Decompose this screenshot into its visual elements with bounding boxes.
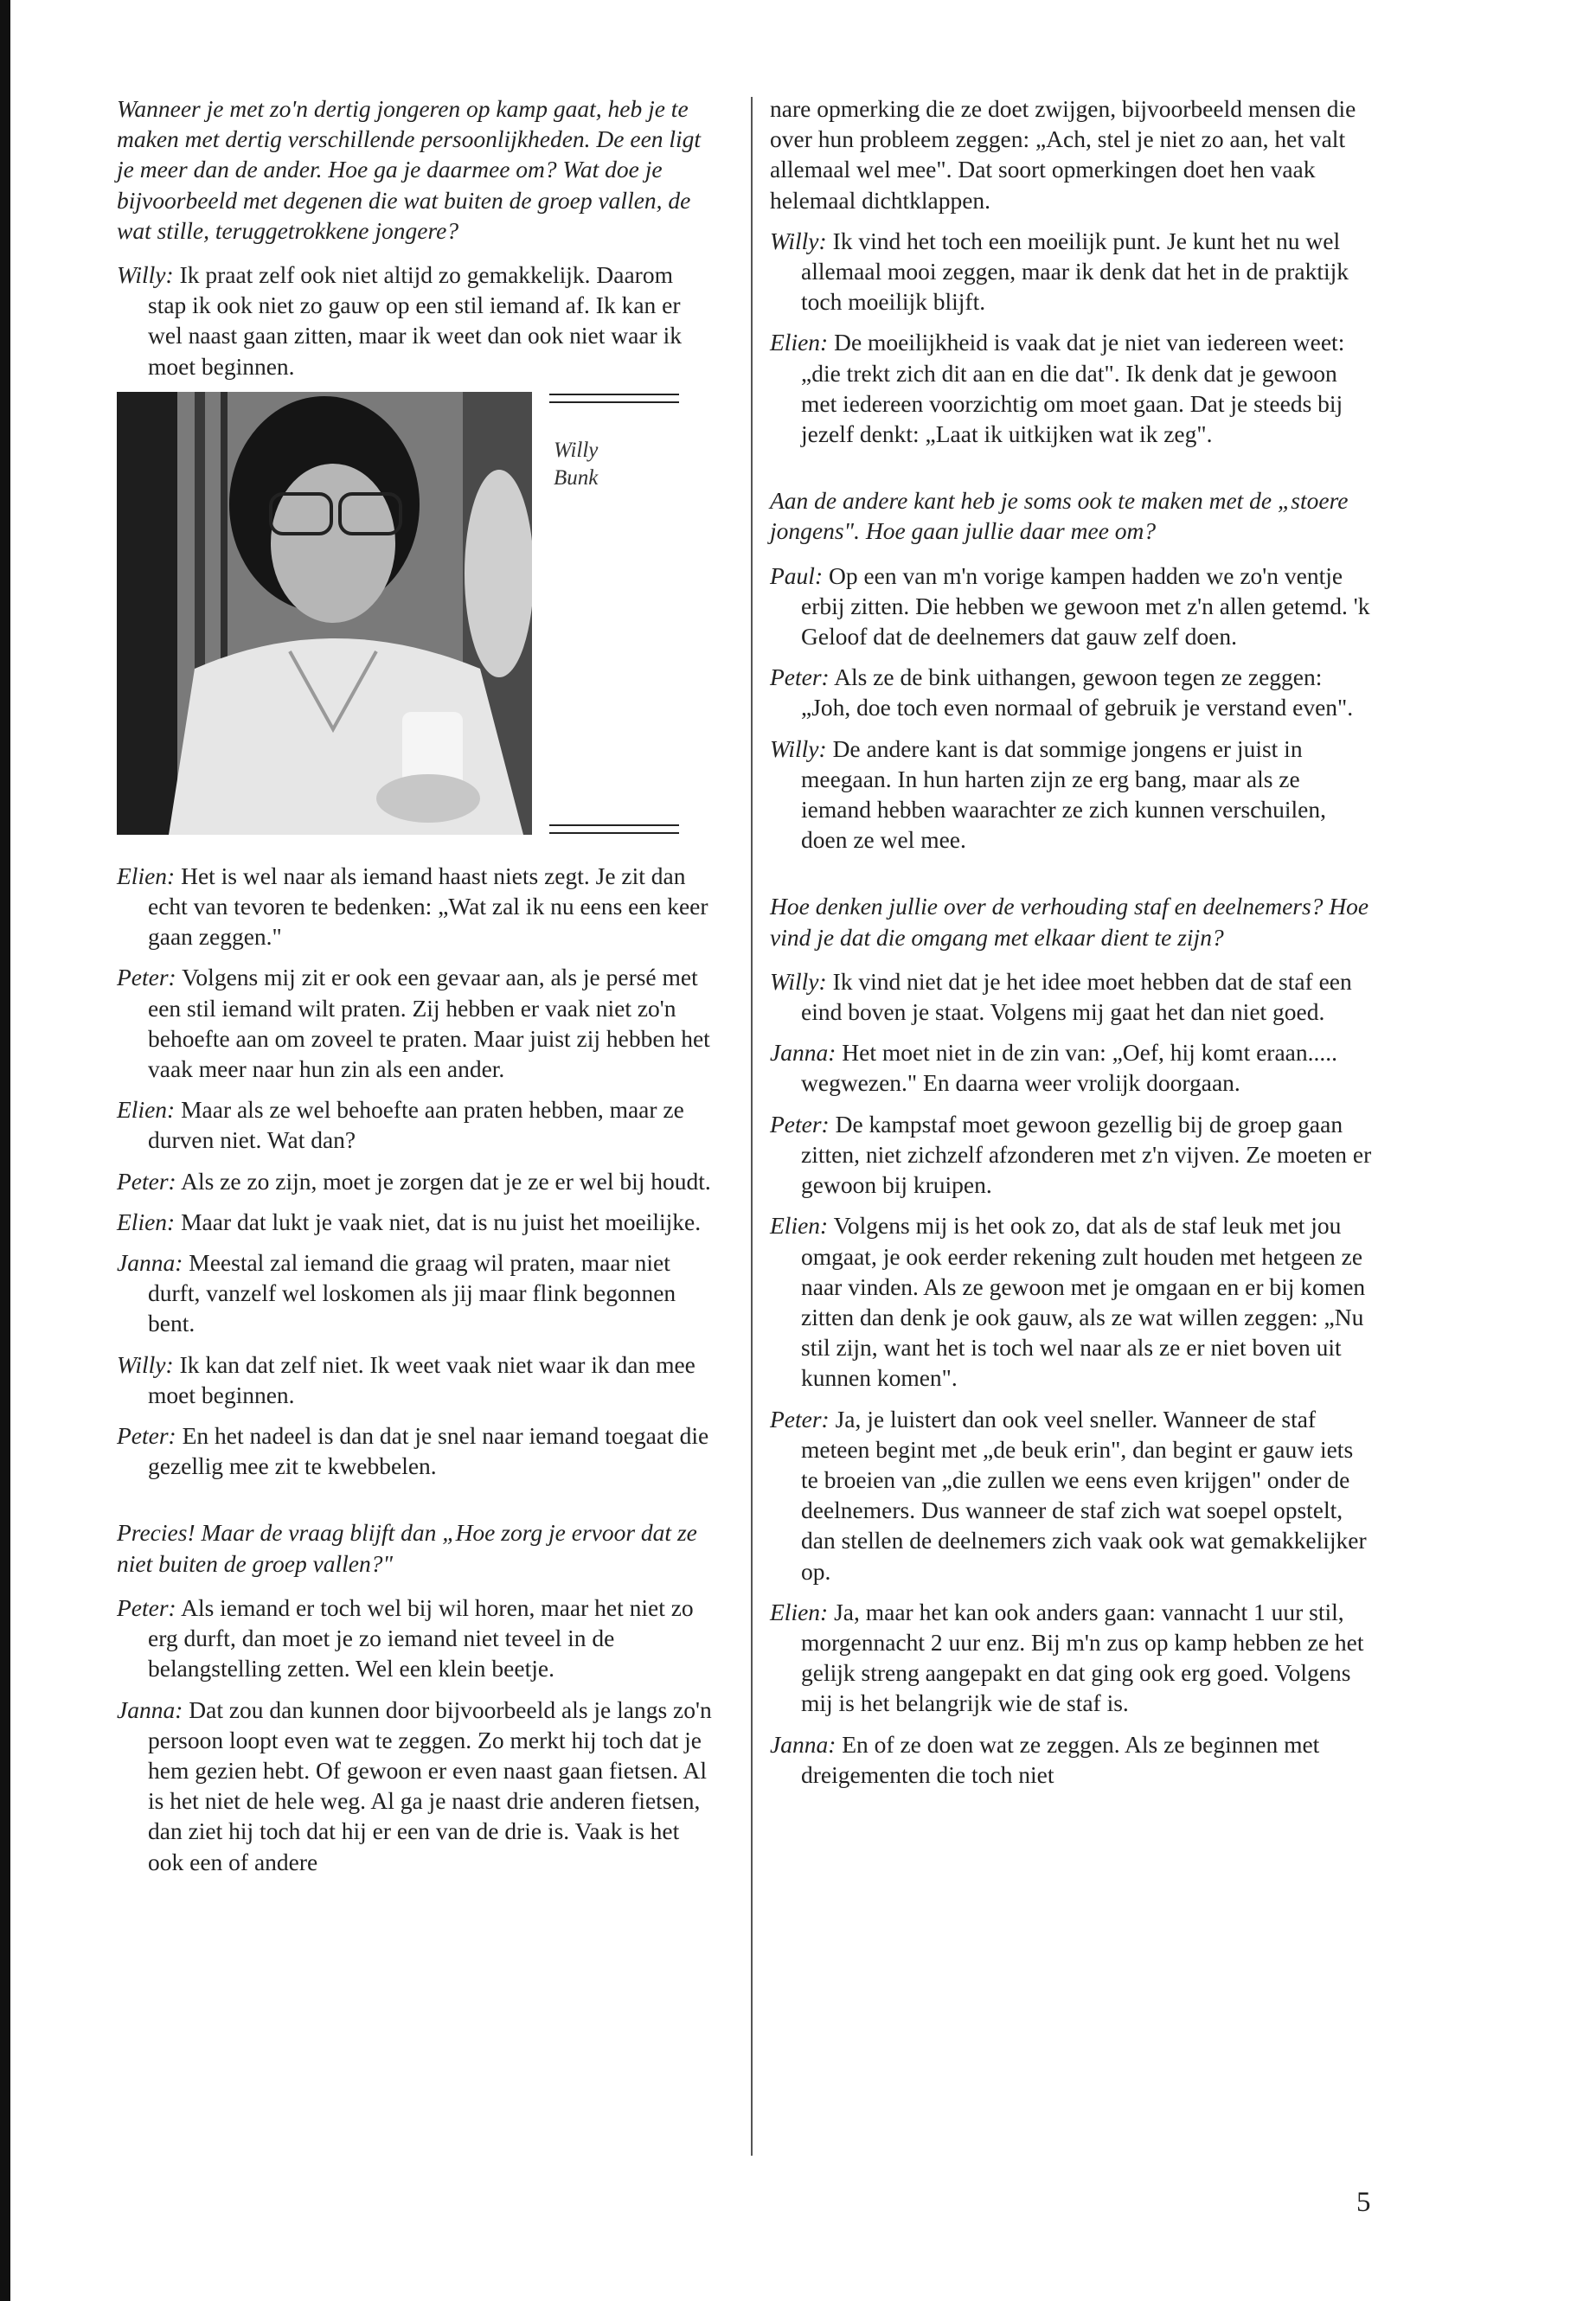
speaker-label: Paul: — [770, 561, 824, 589]
answer-paragraph — [117, 1247, 714, 1339]
speaker-label: Elien: — [117, 1208, 176, 1235]
speaker-label: Willy: — [770, 967, 827, 995]
answer-text: Meestal zal iemand die graag wil praten, maar niet durft, vanzelf wel loskomen als jij maar flink begonnen bent. — [148, 1249, 676, 1337]
caption-line: Willy — [554, 438, 599, 462]
question-paragraph: Hoe denken jullie over de verhouding staf en deelnemers? Hoe vind je dat die omgang met elkaar dient te zijn? — [770, 893, 1369, 951]
answer-paragraph — [117, 260, 714, 381]
answer-text: Als iemand er toch wel bij wil horen, maar het niet zo erg durft, dan moet je zo iemand niet teveel in de belangstelling zetten. Wel een klein beetje. — [148, 1593, 694, 1682]
answer-paragraph — [117, 1166, 714, 1196]
speaker-label: Janna: — [117, 1249, 183, 1277]
speaker-label: Elien: — [770, 1212, 829, 1240]
column-divider — [751, 97, 753, 2156]
answer-paragraph — [770, 1729, 1375, 1790]
answer-text: De andere kant is dat sommige jongens er juist in meegaan. In hun harten zijn ze erg bang, maar als ze iemand hebben waarachter ze zich kunnen verschuilen, doen ze wel mee. — [801, 734, 1327, 854]
answer-paragraph — [770, 966, 1375, 1027]
answer-text: Ik praat zelf ook niet altijd zo gemakkelijk. Daarom stap ik ook niet zo gauw op een stil iemand af. Ik kan er wel naast gaan zitten, maar ik weet dan ook niet waar ik moet beginnen. — [148, 261, 682, 380]
question-paragraph: Precies! Maar de vraag blijft dan „Hoe zorg je ervoor dat ze niet buiten de groep vallen?" — [117, 1519, 697, 1577]
answer-paragraph — [117, 962, 714, 1084]
speaker-label: Willy: — [770, 227, 827, 254]
speaker-label: Janna: — [117, 1695, 183, 1723]
photo-block — [117, 392, 714, 842]
answer-paragraph — [117, 1349, 714, 1410]
answer-paragraph — [770, 734, 1375, 856]
answer-paragraph — [770, 662, 1375, 722]
answer-text: En of ze doen wat ze zeggen. Als ze beginnen met dreigementen die toch niet — [801, 1730, 1320, 1788]
answer-text: De kampstaf moet gewoon gezellig bij de groep gaan zitten, niet zichzelf afzonderen met z'n vijven. Ze moeten er gewoon bij kruipen. — [801, 1110, 1372, 1199]
answer-text: Het moet niet in de zin van: „Oef, hij komt eraan..... wegwezen." En daarna weer vrolijk doorgaan. — [801, 1039, 1337, 1097]
speaker-label: Elien: — [117, 1096, 176, 1124]
speaker-label: Peter: — [117, 1167, 176, 1195]
speaker-label: Elien: — [770, 1598, 829, 1625]
photo-caption — [554, 437, 598, 492]
portrait-photo — [117, 392, 532, 835]
answer-paragraph — [770, 1109, 1375, 1201]
answer-paragraph — [117, 1695, 714, 1877]
speaker-label: Peter: — [117, 964, 176, 991]
answer-text: Maar als ze wel behoefte aan praten hebben, maar ze durven niet. Wat dan? — [148, 1096, 684, 1154]
answer-text: Maar dat lukt je vaak niet, dat is nu juist het moeilijke. — [181, 1208, 702, 1235]
answer-paragraph — [770, 1210, 1375, 1393]
caption-line: Bunk — [554, 465, 599, 490]
answer-paragraph — [770, 1404, 1375, 1586]
speaker-label: Elien: — [770, 329, 829, 356]
speaker-label: Willy: — [770, 734, 827, 762]
answer-text: Ja, je luistert dan ook veel sneller. Wanneer de staf meteen begint met „de beuk erin", dan begint er gauw iets te broeien van „die zullen we eens even krijgen" onder de deelnemers. Dus wanneer de staf zich wat soepel opstelt, dan stellen de deelnemers zich vaak ook wat gemakkelijker op. — [801, 1405, 1367, 1585]
speaker-label: Peter: — [770, 1405, 830, 1433]
answer-text: Volgens mij is het ook zo, dat als de staf leuk met jou omgaat, je ook eerder rekening zult houden met hetgeen ze naar vinden. Als ze gewoon met je omgaan en er bij komen zitten dan denk je ook gauw, als ze wat willen zeggen: „Nu stil zijn, want het is toch wel naar als ze er niet boven uit kunnen komen". — [801, 1212, 1366, 1392]
speaker-label: Janna: — [770, 1730, 836, 1758]
answer-text: Het is wel naar als iemand haast niets zegt. Je zit dan echt van tevoren te bedenken: „Wat zal ik nu eens een keer gaan zeggen." — [148, 862, 708, 951]
answer-paragraph — [117, 1094, 714, 1155]
answer-text: Ik vind het toch een moeilijk punt. Je kunt het nu wel allemaal mooi zeggen, maar ik denk dat het in de praktijk toch moeilijk blijft. — [801, 227, 1349, 316]
speaker-label: Janna: — [770, 1039, 836, 1067]
left-column — [117, 93, 714, 1888]
answer-text: Als ze de bink uithangen, gewoon tegen ze zeggen: „Joh, doe toch even normaal of gebruik je verstand even". — [801, 663, 1354, 721]
scan-edge-bar — [0, 0, 10, 2301]
speaker-label: Willy: — [117, 1350, 174, 1378]
speaker-label: Elien: — [117, 862, 176, 889]
answer-text: Als ze zo zijn, moet je zorgen dat je ze er wel bij houdt. — [181, 1167, 711, 1195]
answer-text: Ik vind niet dat je het idee moet hebben dat de staf een eind boven je staat. Volgens mij gaat het dan niet goed. — [801, 967, 1352, 1026]
question-paragraph: Wanneer je met zo'n dertig jongeren op kamp gaat, heb je te maken met dertig verschillende persoonlijkheden. De een ligt je meer dan de ander. Hoe ga je daarmee om? Wat doe je bijvoorbeeld met degenen die wat buiten de groep vallen, de wat stille, teruggetrokkene jongere? — [117, 95, 702, 244]
answer-text: Volgens mij zit er ook een gevaar aan, als je persé met een stil iemand wilt praten. Zij hebben er vaak niet zo'n behoefte aan om zoveel te praten. Maar juist zij hebben het vaak meer naar hun zin als een ander. — [148, 964, 710, 1083]
answer-text: Op een van m'n vorige kampen hadden we zo'n ventje erbij zitten. Die hebben we gewoon met z'n allen getemd. 'k Geloof dat de deelnemers dat gauw zelf doen. — [801, 561, 1370, 651]
answer-paragraph — [117, 1593, 714, 1684]
answer-paragraph — [117, 1207, 714, 1237]
answer-paragraph — [770, 1037, 1375, 1098]
question-paragraph: Aan de andere kant heb je soms ook te maken met de „stoere jongens". Hoe gaan jullie daar mee om? — [770, 487, 1349, 545]
answer-paragraph — [117, 1420, 714, 1481]
answer-text: Dat zou dan kunnen door bijvoorbeeld als je langs zo'n persoon loopt even wat te zeggen. Zo merkt hij toch dat je hem gezien hebt. Of gewoon er even naast gaan fietsen. Al is het niet de hele weg. Al ga je naast drie anderen fietsen, dan ziet hij toch dat hij er een van de drie is. Vaak is het ook een of andere — [148, 1695, 712, 1875]
speaker-label: Peter: — [770, 1110, 830, 1138]
answer-paragraph — [770, 226, 1375, 317]
answer-text: Ja, maar het kan ook anders gaan: vannacht 1 uur stil, morgennacht 2 uur enz. Bij m'n zus op kamp hebben ze het gelijk streng aangepakt en dat ging ook erg goed. Volgens mij is het belangrijk wie de staf is. — [801, 1598, 1364, 1717]
answer-paragraph — [770, 1597, 1375, 1719]
speaker-label: Willy: — [117, 261, 174, 289]
speaker-label: Peter: — [117, 1422, 176, 1450]
right-column — [770, 93, 1375, 1800]
answer-text: De moeilijkheid is vaak dat je niet van iedereen weet: „die trekt zich dit aan en die dat". Ik denk dat je gewoon met iedereen voorzichtig om moet gaan. Dat je steeds bij jezelf denkt: „Laat ik uitkijken wat ik zeg". — [801, 329, 1345, 448]
caption-rule-bottom — [549, 824, 679, 834]
continued-paragraph: nare opmerking die ze doet zwijgen, bijvoorbeeld mensen die over hun probleem zeggen: „Ach, stel je niet zo aan, het valt allemaal wel mee". Dat soort opmerkingen doet hen vaak helemaal dichtklappen. — [770, 95, 1356, 214]
answer-text: Ik kan dat zelf niet. Ik weet vaak niet waar ik dan mee moet beginnen. — [148, 1350, 695, 1408]
answer-paragraph — [117, 861, 714, 952]
answer-text: En het nadeel is dan dat je snel naar iemand toegaat die gezellig mee zit te kwebbelen. — [148, 1422, 709, 1480]
speaker-label: Peter: — [117, 1593, 176, 1621]
page-number: 5 — [1356, 2187, 1371, 2218]
speaker-label: Peter: — [770, 663, 830, 691]
answer-paragraph — [770, 327, 1375, 449]
answer-paragraph — [770, 561, 1375, 652]
caption-rule-top — [549, 394, 679, 403]
